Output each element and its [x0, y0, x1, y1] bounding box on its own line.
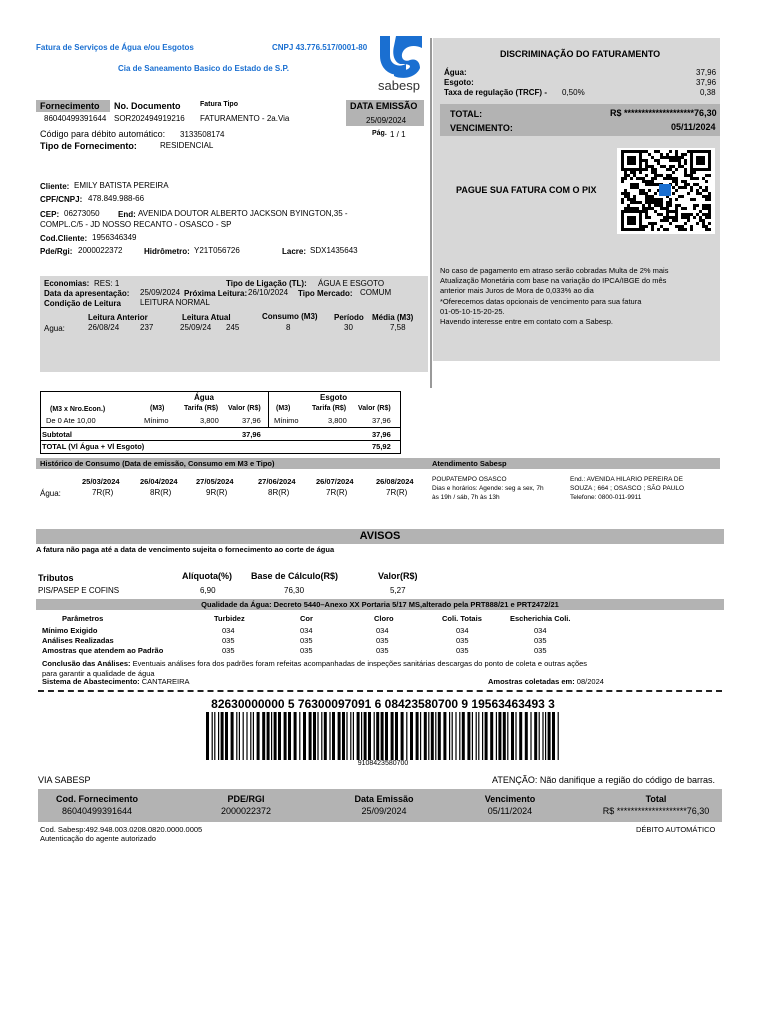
valor-label: Valor(R$) [378, 571, 418, 581]
cep-value: 06273050 [64, 209, 100, 218]
fat-item-agua-label: Água: [444, 68, 467, 77]
notice-line: Havendo interesse entre em contato com a Sabesp. [440, 317, 614, 327]
debito-value: 3133508174 [180, 130, 225, 139]
historico-value: 7R(R) [92, 488, 114, 497]
barcode-icon [206, 712, 560, 760]
notice-line: *Oferecemos datas opcionais de vencimento para sua fatura [440, 296, 642, 306]
stub-col-label: Data Emissão [354, 794, 414, 804]
logo-text: sabesp [378, 78, 420, 93]
qualidade-col-header: Turbidez [214, 614, 245, 623]
notice-line: 01-05-10-15-20-25. [440, 306, 505, 316]
avisos-text: A fatura não paga até a data de vencimento sujeita o fornecimento ao corte de água [36, 545, 335, 554]
vencimento-label: VENCIMENTO: [450, 123, 513, 133]
atendimento-line: às 19h / sáb, 7h às 13h [432, 494, 500, 501]
qualidade-col-header: Parâmetros [62, 614, 104, 623]
qualidade-col-header: Cor [300, 614, 313, 623]
col-consumo: Consumo (M3) [262, 312, 318, 321]
stub-col-label: PDE/RGI [227, 794, 265, 804]
col-esgoto-valor: Valor (R$) [358, 405, 391, 412]
pag-label: Pág. [372, 130, 387, 137]
qualidade-cell: 035 [534, 646, 547, 655]
qualidade-cell: 035 [300, 646, 313, 655]
proxima-label: Próxima Leitura: [184, 289, 248, 298]
condicao-label: Condição de Leitura [44, 299, 121, 308]
economias-value: RES: 1 [94, 279, 120, 288]
atendimento-line: POUPATEMPO OSASCO [432, 476, 507, 483]
atendimento-line: Dias e horários: Agende: seg a sex, 7h [432, 485, 544, 492]
mercado-label: Tipo Mercado: [298, 289, 353, 298]
amostras-value: 08/2024 [576, 677, 604, 686]
stub-col-value: 05/11/2024 [487, 806, 533, 816]
qualidade-col-header: Cloro [374, 614, 394, 623]
esgoto-tarifa-value: 3,800 [328, 416, 347, 425]
end-line1: AVENIDA DOUTOR ALBERTO JACKSON BYINGTON,35 - [138, 209, 348, 218]
base-label: Base de Cálculo(R$) [251, 571, 339, 581]
agua-m3-value: Mínimo [144, 416, 169, 425]
atual-valor: 245 [226, 323, 240, 332]
fat-item-taxa-pct: 0,50% [562, 88, 585, 97]
company-name: Cia de Saneamento Basico do Estado de S.P. [118, 64, 290, 73]
historico-value: 9R(R) [206, 488, 228, 497]
stub-col-label: Total [645, 794, 667, 804]
aliquota-label: Alíquota(%) [182, 571, 232, 581]
historico-title: Histórico de Consumo (Data de emissão, Consumo em M3 e Tipo) [40, 459, 275, 468]
sistema-label: Sistema de Abastecimento: [42, 677, 140, 686]
debito-automatico: DÉBITO AUTOMÁTICO [636, 825, 716, 834]
historico-value: 8R(R) [268, 488, 290, 497]
economias-label: Economias: [44, 279, 90, 288]
stub-col-value: 86040499391644 [61, 806, 133, 816]
qualidade-cell: 035 [300, 636, 313, 645]
notice-line: Atualização Monetária com base na variação do IPCA/IBGE do mês [440, 276, 667, 286]
tarifa-agua-header: Água [194, 393, 214, 402]
tipo-fornecimento-label: Tipo de Fornecimento: [40, 141, 137, 151]
tipo-fornecimento-value: RESIDENCIAL [160, 141, 214, 150]
pde-value: 2000022372 [78, 246, 123, 255]
faixa-value: De 0 Ate 10,00 [46, 416, 96, 425]
subtotal-agua: 37,96 [242, 430, 261, 439]
cut-line [38, 690, 722, 692]
lacre-label: Lacre: [282, 247, 307, 256]
fat-item-esgoto-label: Esgoto: [444, 78, 474, 87]
anterior-data: 26/08/24 [88, 323, 120, 332]
apresentacao-label: Data da apresentação: [44, 289, 130, 298]
debito-label: Código para débito automático: [40, 129, 166, 139]
fornecimento-label: Fornecimento [40, 101, 100, 111]
historico-value: 8R(R) [150, 488, 172, 497]
hidrometro-label: Hidrômetro: [144, 247, 190, 256]
qualidade-cell: 035 [376, 636, 389, 645]
historico-row-label: Água: [40, 489, 61, 498]
stub-col-value: 25/09/2024 [361, 806, 407, 816]
qualidade-cell: 035 [456, 646, 469, 655]
historico-date: 27/06/2024 [258, 477, 296, 486]
sabesp-logo [376, 34, 428, 94]
fat-item-esgoto-value: 37,96 [696, 78, 717, 87]
tarifa-esgoto-header: Esgoto [320, 393, 348, 402]
agua-tarifa-value: 3,800 [200, 416, 219, 425]
qualidade-row-label: Amostras que atendem ao Padrão [42, 646, 164, 655]
atendimento-line: SOUZA ; 664 ; OSASCO ; SÃO PAULO [570, 485, 685, 492]
sistema [42, 677, 190, 686]
qualidade-cell: 035 [456, 636, 469, 645]
qualidade-row-label: Mínimo Exigido [42, 626, 98, 635]
atendimento-left [432, 475, 544, 502]
col-esgoto-tarifa: Tarifa (R$) [312, 405, 347, 412]
fatura-tipo-value: FATURAMENTO - 2a.Via [200, 114, 290, 123]
amostras [488, 677, 604, 686]
qualidade-col-header: Coli. Totais [442, 614, 482, 623]
qualidade-cell: 034 [222, 626, 235, 635]
qualidade-cell: 034 [300, 626, 313, 635]
via-sabesp: VIA SABESP [38, 775, 91, 785]
sabesp-logo-icon [376, 34, 428, 82]
stub-col-value: 2000022372 [220, 806, 272, 816]
atencao-text: ATENÇÃO: Não danifique a região do código de barras. [492, 775, 715, 785]
agua-valor-value: 37,96 [242, 416, 261, 425]
atendimento-line: Telefone: 0800-011-9911 [570, 494, 642, 501]
sistema-value: CANTAREIRA [141, 677, 190, 686]
cliente-value: EMILY BATISTA PEREIRA [74, 181, 169, 190]
qualidade-col-header: Escherichia Coli. [510, 614, 571, 623]
avisos-title: AVISOS [359, 530, 401, 542]
notice-line: No caso de pagamento em atraso serão cobradas Multa de 2% mais [440, 266, 669, 275]
conclusao [42, 659, 587, 668]
documento-value: SOR202494919216 [114, 114, 185, 123]
autenticacao: Autenticação do agente autorizado [40, 834, 156, 843]
cnpj: CNPJ 43.776.517/0001-80 [272, 43, 368, 52]
historico-date: 25/03/2024 [82, 477, 120, 486]
historico-value: 7R(R) [326, 488, 348, 497]
condicao-value: LEITURA NORMAL [140, 298, 210, 307]
amostras-label: Amostras coletadas em: [488, 677, 575, 686]
media-valor: 7,58 [390, 323, 406, 332]
qualidade-row-label: Análises Realizadas [42, 636, 114, 645]
invoice-title: Fatura de Serviços de Água e/ou Esgotos [36, 43, 194, 52]
conclusao-label: Conclusão das Análises: [42, 659, 131, 668]
pix-label: PAGUE SUA FATURA COM O PIX [456, 185, 597, 195]
mercado-value: COMUM [360, 288, 392, 297]
col-agua-tarifa: Tarifa (R$) [184, 405, 219, 412]
notice-line: anterior mais Juros de Mora de 0,033% ao dia [440, 286, 594, 296]
pix-qr-code[interactable] [617, 148, 715, 234]
atendimento-right [570, 475, 684, 502]
emissao-value: 25/09/2024 [366, 116, 407, 125]
tributo-valor: 5,27 [390, 586, 406, 595]
cpf-value: 478.849.988-66 [88, 194, 145, 203]
subtotal-esgoto: 37,96 [372, 430, 391, 439]
qualidade-cell: 035 [376, 646, 389, 655]
tributo-aliquota: 6,90 [200, 586, 216, 595]
apresentacao-value: 25/09/2024 [140, 288, 181, 297]
atual-data: 25/09/24 [180, 323, 212, 332]
cpf-label: CPF/CNPJ: [40, 195, 83, 204]
ligacao-label: Tipo de Ligação (TL): [226, 279, 307, 288]
qualidade-cell: 034 [534, 626, 547, 635]
qualidade-cell: 035 [222, 646, 235, 655]
stub-col-value: R$ ********************76,30 [602, 806, 710, 816]
total-label: TOTAL: [450, 109, 483, 119]
col-faixa: (M3 x Nro.Econ.) [50, 406, 106, 413]
barcode [206, 712, 560, 760]
tarifa-total-value: 75,92 [372, 442, 391, 451]
barcode-digits: 82630000000 5 76300097091 6 08423580700 9 19563463493 3 [211, 697, 555, 711]
barcode-number: 9108423580700 [357, 760, 409, 767]
stub-col-label: Vencimento [484, 794, 536, 804]
fatura-tipo-label: Fatura Tipo [200, 101, 238, 108]
tributo-nome: PIS/PASEP E COFINS [38, 586, 120, 595]
tributo-base: 76,30 [284, 586, 305, 595]
historico-date: 27/05/2024 [196, 477, 234, 486]
stub-col-label: Cod. Fornecimento [55, 794, 138, 804]
qualidade-cell: 034 [376, 626, 389, 635]
proxima-value: 26/10/2024 [248, 288, 289, 297]
qualidade-title: Qualidade da Água: Decreto 5440–Anexo XX Portaria 5/17 MS,alterado pela PRT888/21 e PRT2472/21 [201, 600, 559, 609]
vencimento-value: 05/11/2024 [671, 122, 716, 132]
emissao-label: DATA EMISSÃO [350, 101, 418, 111]
fat-item-agua-value: 37,96 [696, 68, 717, 77]
cod-cliente-label: Cod.Cliente: [40, 234, 88, 243]
hidrometro-value: Y21T056726 [194, 246, 240, 255]
tributos-label: Tributos [38, 573, 74, 583]
atendimento-title: Atendimento Sabesp [432, 459, 507, 468]
late-payment-notice [440, 266, 718, 327]
qr-code-icon [617, 148, 715, 234]
documento-label: No. Documento [114, 101, 181, 111]
pag-value: 1 / 1 [390, 130, 406, 139]
atendimento-line: End.: AVENIDA HILARIO PEREIRA DE [570, 476, 683, 483]
tarifa-total-label: TOTAL (Vl Água + Vl Esgoto) [42, 442, 145, 451]
fornecimento-value: 86040499391644 [44, 114, 107, 123]
ligacao-value: ÁGUA E ESGOTO [318, 279, 385, 288]
lacre-value: SDX1435643 [310, 246, 358, 255]
fat-item-taxa-value: 0,38 [700, 88, 716, 97]
qualidade-cell: 034 [456, 626, 469, 635]
col-agua-m3: (M3) [150, 405, 165, 412]
end-line2: COMPL.C/5 - JD NOSSO RECANTO - OSASCO - SP [40, 220, 232, 229]
cod-sabesp: Cod. Sabesp:492.948.003.0208.0820.0000.0005 [40, 825, 203, 834]
col-media: Média (M3) [372, 313, 414, 322]
faturamento-title: DISCRIMINAÇÃO DO FATURAMENTO [500, 49, 661, 59]
leitura-row-label: Agua: [44, 324, 65, 333]
historico-date: 26/08/2024 [376, 477, 414, 486]
historico-date: 26/07/2024 [316, 477, 354, 486]
historico-date: 26/04/2024 [140, 477, 178, 486]
qualidade-cell: 035 [222, 636, 235, 645]
fat-item-taxa-label: Taxa de regulação (TRCF) - [444, 88, 547, 97]
esgoto-valor-value: 37,96 [372, 416, 391, 425]
historico-value: 7R(R) [386, 488, 408, 497]
end-label: End: [118, 210, 136, 219]
anterior-valor: 237 [140, 323, 154, 332]
total-value: R$ ********************76,30 [610, 108, 717, 118]
conclusao-text: Eventuais análises fora dos padrões foram refeitas acompanhadas de inspeções sanitárias descargas do ponto de coleta e outras ações [132, 659, 588, 668]
col-esgoto-m3: (M3) [276, 405, 291, 412]
consumo-valor: 8 [286, 323, 291, 332]
col-leitura-atual: Leitura Atual [182, 313, 231, 322]
cep-label: CEP: [40, 210, 60, 219]
pde-label: Pde/Rgi: [40, 247, 73, 256]
cod-cliente-value: 1956346349 [92, 233, 137, 242]
qualidade-cell: 035 [534, 636, 547, 645]
esgoto-m3-value: Mínimo [274, 416, 299, 425]
col-leitura-anterior: Leitura Anterior [88, 313, 148, 322]
col-agua-valor: Valor (R$) [228, 405, 261, 412]
cliente-label: Cliente: [40, 182, 70, 191]
col-periodo: Período [334, 313, 364, 322]
periodo-valor: 30 [344, 323, 353, 332]
conclusao-line2: para garantir a qualidade de água [42, 669, 155, 678]
subtotal-label: Subtotal [42, 430, 72, 439]
